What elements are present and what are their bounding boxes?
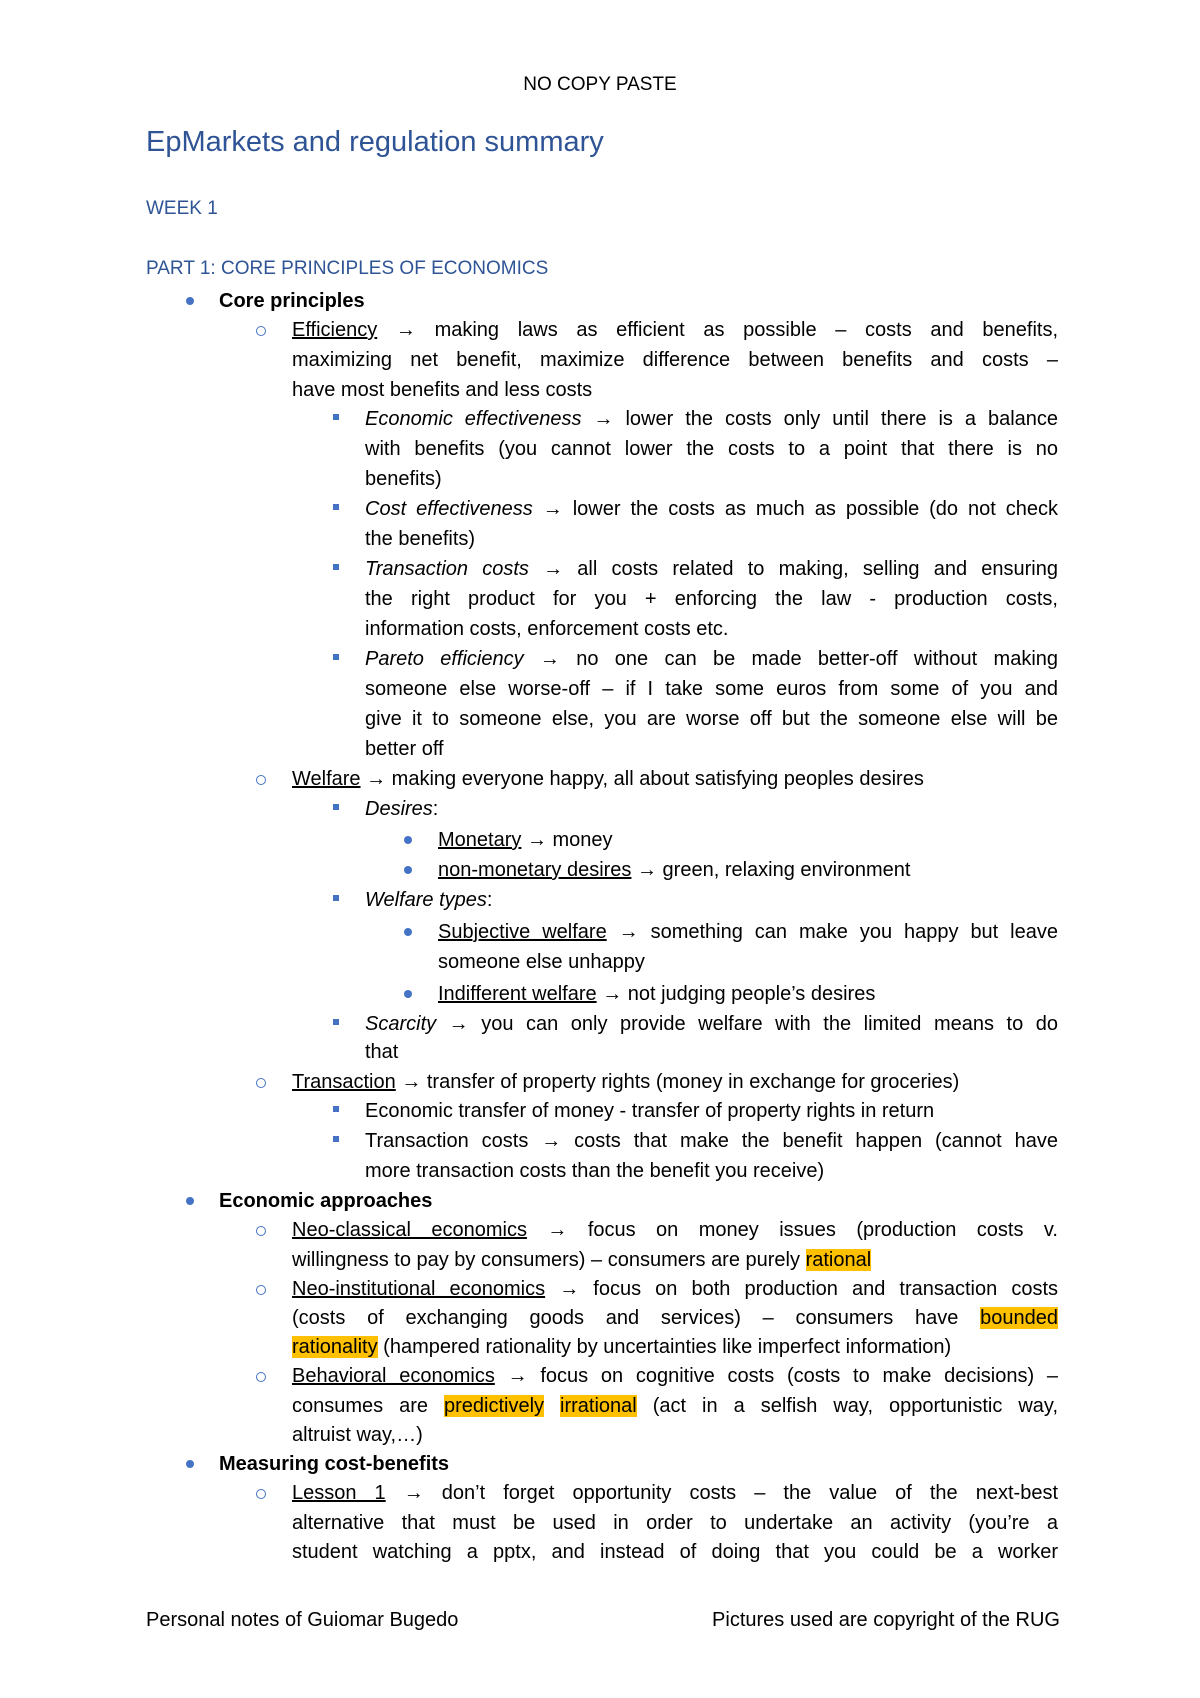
- highlight-bounded: bounded: [980, 1307, 1058, 1329]
- highlight-predictively: predictively: [444, 1395, 545, 1417]
- bullet-circle-icon: [256, 1226, 266, 1236]
- cost-effectiveness-line-2: the benefits): [365, 528, 476, 550]
- pareto-line-2: someone else worse-off – if I take some euros from some of you and: [365, 678, 1058, 700]
- behavioral-line-2: consumes are predictively irrational (act in a selfish way, opportunistic way,: [292, 1395, 1058, 1417]
- economic-effectiveness-line-2: with benefits (you cannot lower the costs to a point that there is no: [365, 438, 1058, 460]
- bullet-disc-icon: [186, 297, 194, 305]
- term-transaction: Transaction: [292, 1071, 396, 1093]
- transaction-costs-line-1: Transaction costs → all costs related to making, selling and ensuring: [365, 558, 1058, 580]
- transaction-sub-1: Economic transfer of money - transfer of property rights in return: [365, 1100, 935, 1122]
- week-heading: WEEK 1: [146, 198, 218, 219]
- part-heading: PART 1: CORE PRINCIPLES OF ECONOMICS: [146, 258, 549, 279]
- highlight-irrational: irrational: [560, 1395, 637, 1417]
- transaction-sub-2-line-2: more transaction costs than the benefit you receive): [365, 1160, 825, 1182]
- pareto-line-4: better off: [365, 738, 444, 760]
- bullet-disc-icon: [404, 928, 412, 936]
- welfare-line-1: Welfare → making everyone happy, all about satisfying peoples desires: [292, 768, 924, 790]
- monetary-line: Monetary → money: [438, 829, 613, 851]
- bullet-square-icon: [333, 414, 339, 420]
- bullet-square-icon: [333, 895, 339, 901]
- bullet-square-icon: [333, 654, 339, 660]
- lesson1-line-1: Lesson 1 → don’t forget opportunity costs – the value of the next-best: [292, 1482, 1059, 1504]
- document-title: EpMarkets and regulation summary: [146, 126, 604, 158]
- lesson1-line-3: student watching a pptx, and instead of doing that you could be a worker: [292, 1541, 1058, 1563]
- bullet-disc-icon: [404, 866, 412, 874]
- section-heading-measuring: Measuring cost-benefits: [219, 1453, 450, 1475]
- pareto-line-1: Pareto efficiency → no one can be made better-off without making: [365, 648, 1059, 670]
- bullet-circle-icon: [256, 1285, 266, 1295]
- desires-label: Desires:: [365, 798, 439, 820]
- cost-effectiveness-line-1: Cost effectiveness → lower the costs as much as possible (do not check: [365, 498, 1058, 520]
- bullet-circle-icon: [256, 326, 266, 336]
- neo-institutional-line-3: rationality (hampered rationality by uncertainties like imperfect information): [292, 1336, 952, 1358]
- highlight-rationality: rationality: [292, 1336, 378, 1358]
- bullet-disc-icon: [404, 836, 412, 844]
- behavioral-line-1: Behavioral economics → focus on cognitive costs (costs to make decisions) –: [292, 1365, 1059, 1387]
- bullet-circle-icon: [256, 1078, 266, 1088]
- bullet-square-icon: [333, 564, 339, 570]
- term-efficiency: Efficiency: [292, 319, 378, 341]
- bullet-square-icon: [333, 1106, 339, 1112]
- transaction-line-1: Transaction → transfer of property rights (money in exchange for groceries): [292, 1071, 960, 1093]
- scarcity-line-2: that: [365, 1041, 399, 1063]
- bullet-square-icon: [333, 804, 339, 810]
- footer-right: Pictures used are copyright of the RUG: [712, 1609, 1060, 1631]
- welfare-types-label: Welfare types:: [365, 889, 493, 911]
- subjective-welfare-line-2: someone else unhappy: [438, 951, 645, 973]
- bullet-circle-icon: [256, 775, 266, 785]
- bullet-square-icon: [333, 1136, 339, 1142]
- neo-institutional-line-1: Neo-institutional economics → focus on both production and transaction costs: [292, 1278, 1059, 1300]
- bullet-circle-icon: [256, 1372, 266, 1382]
- footer-left: Personal notes of Guiomar Bugedo: [146, 1609, 459, 1631]
- section-heading-core-principles: Core principles: [219, 290, 365, 312]
- section-heading-economic-approaches: Economic approaches: [219, 1190, 433, 1212]
- efficiency-line-3: have most benefits and less costs: [292, 379, 593, 401]
- bullet-square-icon: [333, 1019, 339, 1025]
- transaction-costs-line-3: information costs, enforcement costs etc.: [365, 618, 729, 640]
- neo-classical-line-1: Neo-classical economics → focus on money issues (production costs v.: [292, 1219, 1058, 1241]
- lesson1-line-2: alternative that must be used in order to undertake an activity (you’re a: [292, 1512, 1058, 1534]
- efficiency-line-2: maximizing net benefit, maximize difference between benefits and costs –: [292, 349, 1058, 371]
- neo-institutional-line-2: (costs of exchanging goods and services) – consumers have bounded: [292, 1307, 1058, 1329]
- bullet-disc-icon: [186, 1460, 194, 1468]
- efficiency-line-1: Efficiency → making laws as efficient as possible – costs and benefits,: [292, 319, 1059, 341]
- economic-effectiveness-line-3: benefits): [365, 468, 442, 490]
- bullet-disc-icon: [404, 990, 412, 998]
- bullet-square-icon: [333, 504, 339, 510]
- transaction-sub-2-line-1: Transaction costs → costs that make the benefit happen (cannot have: [365, 1130, 1058, 1152]
- behavioral-line-3: altruist way,…): [292, 1424, 423, 1446]
- bullet-disc-icon: [186, 1197, 194, 1205]
- transaction-costs-line-2: the right product for you + enforcing the law - production costs,: [365, 588, 1058, 610]
- term-welfare: Welfare: [292, 768, 361, 790]
- subjective-welfare-line-1: Subjective welfare → something can make you happy but leave: [438, 921, 1058, 943]
- bullet-circle-icon: [256, 1489, 266, 1499]
- neo-classical-line-2: willingness to pay by consumers) – consumers are purely rational: [292, 1249, 872, 1271]
- non-monetary-line: non-monetary desires → green, relaxing environment: [438, 859, 911, 881]
- indifferent-welfare-line: Indifferent welfare → not judging people’s desires: [438, 983, 876, 1005]
- pareto-line-3: give it to someone else, you are worse off but the someone else will be: [365, 708, 1058, 730]
- page-header: NO COPY PASTE: [523, 74, 677, 95]
- scarcity-line-1: Scarcity → you can only provide welfare with the limited means to do: [365, 1013, 1058, 1035]
- economic-effectiveness-line-1: Economic effectiveness → lower the costs only until there is a balance: [365, 408, 1059, 430]
- highlight-rational: rational: [805, 1249, 872, 1271]
